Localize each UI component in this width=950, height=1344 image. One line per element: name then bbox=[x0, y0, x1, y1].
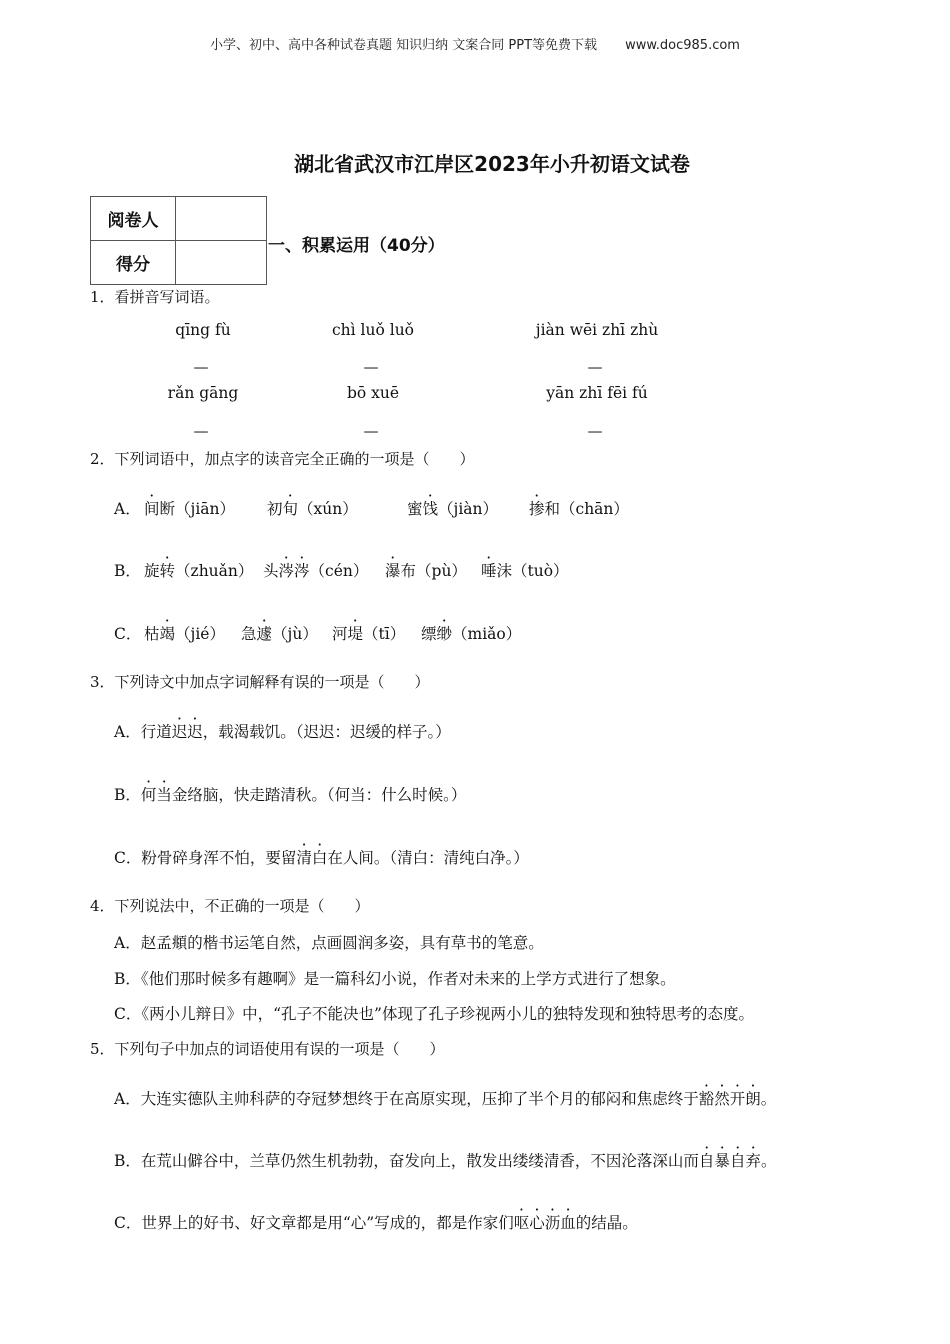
q1-blank-2: — bbox=[363, 358, 379, 376]
score-label: 得分 bbox=[91, 241, 176, 285]
q5-stem: 5．下列句子中加点的词语使用有误的一项是（ ） bbox=[90, 1040, 445, 1058]
q4-option-a: A．赵孟頫的楷书运笔自然，点画圆润多姿，具有草书的笔意。 bbox=[114, 934, 544, 952]
q1-stem: 1．看拼音写词语。 bbox=[90, 288, 220, 306]
dotted-char: 暴 bbox=[714, 1152, 730, 1170]
dotted-char: 堤 bbox=[347, 625, 364, 643]
dotted-char: 弃 bbox=[745, 1152, 761, 1170]
dotted-char: 间 bbox=[144, 500, 160, 518]
dotted-char: 涔 bbox=[294, 562, 310, 580]
dotted-char: 豁 bbox=[698, 1090, 715, 1108]
dotted-char: 血 bbox=[560, 1214, 576, 1232]
q1-blank-5: — bbox=[363, 422, 379, 440]
q1-blank-4: — bbox=[193, 422, 209, 440]
page-title: 湖北省武汉市江岸区2023年小升初语文试卷 bbox=[294, 152, 690, 176]
q2-a-item-1: 间断（jiān） bbox=[144, 500, 236, 518]
q2-c-item-2: 急遽（jù） bbox=[241, 625, 318, 643]
dotted-char: 涔 bbox=[278, 562, 295, 580]
q3-stem: 3．下列诗文中加点字词解释有误的一项是（ ） bbox=[90, 673, 430, 691]
q2-stem: 2．下列词语中，加点字的读音完全正确的一项是（ ） bbox=[90, 450, 475, 468]
q4-option-b: B．《他们那时候多有趣啊》是一篇科幻小说，作者对未来的上学方式进行了想象。 bbox=[114, 970, 676, 988]
q5-option-c: C．世界上的好书、好文章都是用“心”写成的，都是作家们呕心沥血的结晶。 bbox=[114, 1214, 638, 1232]
dotted-char: 当 bbox=[156, 786, 172, 804]
score-cell bbox=[176, 241, 267, 285]
score-table bbox=[90, 196, 267, 285]
dotted-char: 自 bbox=[729, 1152, 746, 1170]
q1-blank-3: — bbox=[587, 358, 603, 376]
q1-blank-1: — bbox=[193, 358, 209, 376]
dotted-char: 清 bbox=[296, 849, 312, 867]
dotted-char bbox=[141, 786, 172, 804]
header-site: www.doc985.com bbox=[625, 38, 740, 53]
dotted-char: 开 bbox=[729, 1090, 746, 1108]
q3-option-b: B．何当金络脑，快走踏清秋。（何当：什么时候。） bbox=[114, 786, 467, 804]
dotted-char: 饯 bbox=[422, 500, 439, 518]
q2-b-item-4: 唾沫（tuò） bbox=[481, 562, 569, 580]
dotted-char bbox=[514, 1214, 576, 1232]
dotted-char: 心 bbox=[529, 1214, 545, 1232]
dotted-char: 沥 bbox=[544, 1214, 561, 1232]
dotted-char bbox=[699, 1090, 761, 1108]
section-heading: 一、积累运用（40分） bbox=[268, 236, 445, 256]
q1-blank-6: — bbox=[587, 422, 603, 440]
q2-c-item-1: 枯竭（jié） bbox=[144, 625, 225, 643]
q5-option-b: B．在荒山僻谷中，兰草仍然生机勃勃，奋发向上，散发出缕缕清香，不因沦落深山而自暴自弃。 bbox=[114, 1152, 777, 1170]
q2-b-item-3: 瀑布（pù） bbox=[385, 562, 467, 580]
dotted-char: 旬 bbox=[282, 500, 299, 518]
dotted-char: 何 bbox=[140, 786, 157, 804]
dotted-char bbox=[296, 849, 327, 867]
dotted-char bbox=[172, 723, 203, 741]
q4-option-c: C．《两小儿辩日》中，“孔子不能决也”体现了孔子珍视两小儿的独特发现和独特思考的态度。 bbox=[114, 1005, 754, 1023]
dotted-char: 唾 bbox=[481, 562, 497, 580]
dotted-char bbox=[279, 562, 310, 580]
dotted-char: 迟 bbox=[187, 723, 203, 741]
q2-option-a-label: A． bbox=[114, 500, 141, 518]
q2-a-item-4: 掺和（chān） bbox=[529, 500, 629, 518]
q2-option-c-label: C． bbox=[114, 625, 142, 643]
dotted-char: 竭 bbox=[159, 625, 176, 643]
dotted-char: 白 bbox=[311, 849, 328, 867]
dotted-char: 朗 bbox=[745, 1090, 761, 1108]
q1-pinyin-6: yān zhī fēi fú bbox=[546, 384, 648, 402]
reviewer-label: 阅卷人 bbox=[91, 197, 176, 241]
dotted-char: 掺 bbox=[529, 500, 545, 518]
q2-c-item-4: 缥缈（miǎo） bbox=[421, 625, 522, 643]
q2-b-item-1: 旋转（zhuǎn） bbox=[144, 562, 254, 580]
q3-option-c: C．粉骨碎身浑不怕，要留清白在人间。（清白：清纯白净。） bbox=[114, 849, 529, 867]
reviewer-cell bbox=[176, 197, 267, 241]
q3-option-a: A．行道迟迟，载渴载饥。（迟迟：迟缓的样子。） bbox=[114, 723, 451, 741]
q1-pinyin-3: jiàn wēi zhī zhù bbox=[535, 321, 659, 339]
q2-a-item-3: 蜜饯（jiàn） bbox=[407, 500, 499, 518]
q2-b-item-2: 头涔涔（cén） bbox=[263, 562, 369, 580]
q1-pinyin-1: qīng fù bbox=[175, 321, 231, 339]
q2-c-item-3: 河堤（tī） bbox=[332, 625, 406, 643]
q2-a-item-2: 初旬（xún） bbox=[267, 500, 358, 518]
dotted-char: 遽 bbox=[256, 625, 273, 643]
header-text: 小学、初中、高中各种试卷真题 知识归纳 文案合同 PPT等免费下载 bbox=[210, 38, 598, 53]
q1-pinyin-4: rǎn gāng bbox=[167, 384, 239, 402]
dotted-char: 瀑 bbox=[385, 562, 401, 580]
dotted-char: 然 bbox=[714, 1090, 730, 1108]
dotted-char: 迟 bbox=[171, 723, 188, 741]
page-header bbox=[0, 34, 950, 53]
dotted-char: 自 bbox=[698, 1152, 715, 1170]
dotted-char bbox=[699, 1152, 761, 1170]
q5-option-a: A．大连实德队主帅科萨的夺冠梦想终于在高原实现，压抑了半个月的郁闷和焦虑终于豁然开朗。 bbox=[114, 1090, 777, 1108]
dotted-char: 呕 bbox=[513, 1214, 530, 1232]
q4-stem: 4．下列说法中，不正确的一项是（ ） bbox=[90, 897, 370, 915]
q1-pinyin-5: bō xuē bbox=[346, 384, 400, 402]
dotted-char: 转 bbox=[159, 562, 176, 580]
dotted-char: 缈 bbox=[436, 625, 453, 643]
q2-option-b-label: B． bbox=[114, 562, 141, 580]
q1-pinyin-2: chì luǒ luǒ bbox=[331, 321, 415, 339]
